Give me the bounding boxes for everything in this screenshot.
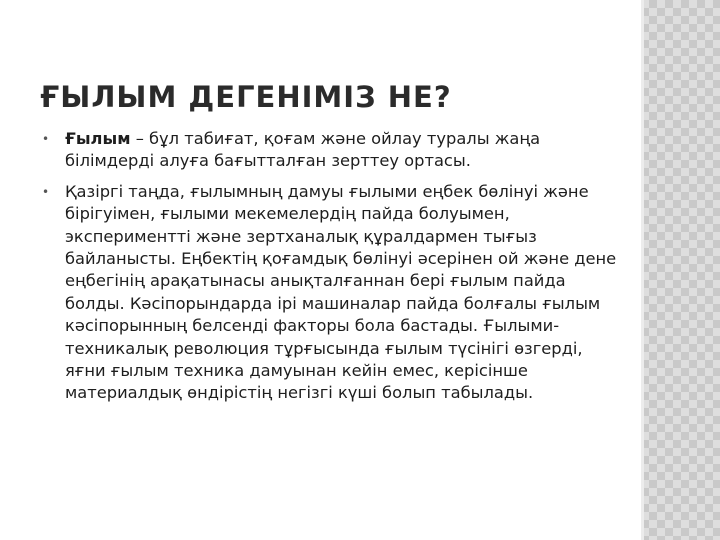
bullet-dot-icon: •	[42, 132, 50, 146]
bullet-text: – бұл табиғат, қоғам және ойлау туралы жаңа білімдерді алуға бағытталған зерттеу ортасы.	[65, 129, 541, 171]
bullet-term: Ғылым	[65, 129, 131, 148]
bullet-item-modern-science	[42, 181, 617, 405]
bullet-list	[42, 128, 617, 413]
bullet-dot-icon: •	[42, 184, 50, 199]
slide-title: ҒЫЛЫМ ДЕГЕНІМІЗ НЕ?	[40, 80, 452, 114]
decorative-side-pattern	[641, 0, 720, 540]
bullet-text: Қазіргі таңда, ғылымның дамуы ғылыми еңбек бөлінуі және бірігуімен, ғылыми мекемелердің пайда болуымен, эксперименттi және зертханалық құралдармен тығыз байланысты. Еңбектің қоғамдық бөлінуі әсерінен ой және дене еңбегінің арақатынасы анықталғаннан бері ғылым пайда болды. Кәсіпорындарда ірі машиналар пайда болғалы ғылым кәсіпорынның белсенді факторы бола бастады. Ғылыми-техникалық революция тұрғысында ғылым түсінігі өзгерді, яғни ғылым техника дамуынан кейін емес, керісінше материалдық өндірістің негізгі күші болып табылады.	[65, 181, 617, 403]
bullet-item-definition	[42, 128, 617, 173]
